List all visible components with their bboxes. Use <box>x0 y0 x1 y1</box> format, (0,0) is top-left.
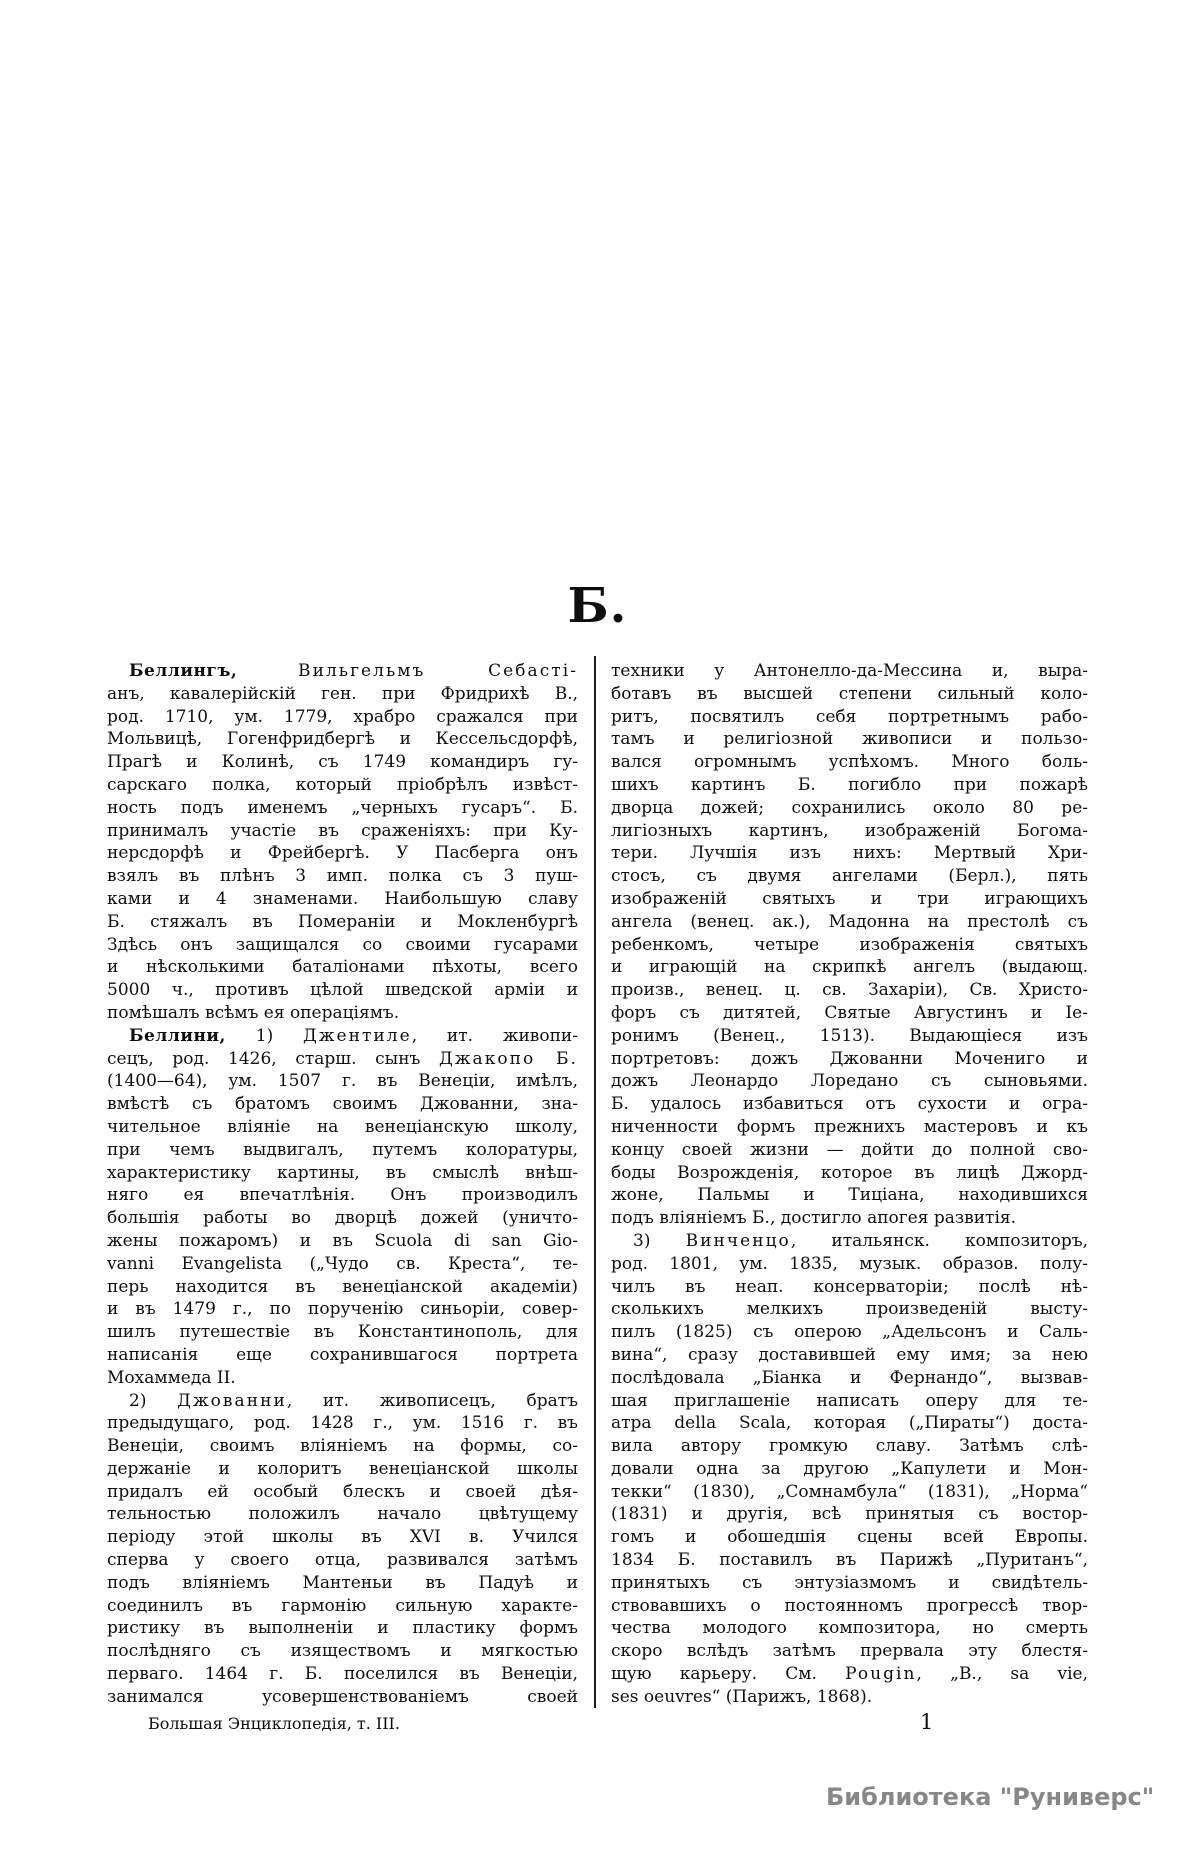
text-column-right <box>611 660 1088 1709</box>
library-watermark: Библиотека "Руниверс" <box>826 1783 1155 1811</box>
text-line: стосъ, съ двумя ангелами (Берл.), пять <box>611 866 1088 887</box>
text-line: періоду этой школы въ XVI в. Учился <box>107 1527 578 1548</box>
page-number: 1 <box>920 1710 934 1734</box>
text-line: 3) Винченцо, итальянск. композиторъ, <box>633 1230 1088 1251</box>
text-line: сколькихъ мелкихъ произведеній высту- <box>611 1299 1088 1320</box>
text-line: ниченности формъ прежнихъ мастеровъ и къ <box>611 1116 1088 1137</box>
text-line: перь находится въ венеціанской академіи) <box>107 1276 578 1297</box>
text-line: Мохаммеда II. <box>107 1367 236 1388</box>
text-line: атра della Scala, которая („Пираты“) доста- <box>611 1413 1088 1434</box>
text-line: ботавъ въ высшей степени сильный коло- <box>611 683 1088 704</box>
text-line: произв., венец. ц. св. Захаріи), Св. Христо- <box>611 980 1088 1001</box>
text-line: ses oeuvres“ (Парижъ, 1868). <box>611 1686 873 1707</box>
text-line: (1831) и другія, всѣ принятыя съ востор- <box>611 1504 1088 1525</box>
text-line: Беллингъ, Вильгельмъ Себасті- <box>129 661 578 681</box>
text-line: держаніе и колоритъ венеціанской школы <box>107 1458 578 1479</box>
text-line: помѣшалъ всѣмъ ея операціямъ. <box>107 1002 400 1023</box>
text-line: 1834 Б. поставилъ въ Парижѣ „Пуританъ“, <box>611 1550 1088 1571</box>
text-line: Венеціи, своимъ вліяніемъ на формы, со- <box>107 1436 578 1457</box>
text-line: ребенкомъ, четыре изображенія святыхъ <box>611 934 1088 955</box>
text-line: Здѣсь онъ защищался со своими гусарами <box>107 934 578 955</box>
text-line: придалъ ей особый блескъ и своей дѣя- <box>107 1481 578 1502</box>
footer-imprint: Большая Энциклопедія, т. III. <box>148 1714 400 1733</box>
text-line: боды Возрожденія, которое въ лицѣ Джорд- <box>611 1162 1088 1183</box>
text-line: анъ, кавалерійскій ген. при Фридрихѣ В., <box>107 683 578 704</box>
text-line: вила автору громкую славу. Затѣмъ слѣ- <box>611 1436 1088 1457</box>
text-line: текки“ (1830), „Сомнамбула“ (1831), „Норма“ <box>611 1481 1088 1502</box>
text-line: 5000 ч., противъ цѣлой шведской арміи и <box>107 980 578 1001</box>
text-line: вался огромнымъ успѣхомъ. Много боль- <box>611 752 1088 773</box>
text-line: форъ съ дитятей, Святые Августинъ и Іе- <box>611 1002 1088 1023</box>
text-line: Б. удалось избавиться отъ сухости и огра- <box>611 1094 1088 1115</box>
text-line: довали одна за другою „Капулети и Мон- <box>611 1458 1088 1479</box>
text-line: предыдущаго, род. 1428 г., ум. 1516 г. въ <box>107 1413 578 1434</box>
text-line: техники у Антонелло-да-Мессина и, выра- <box>611 661 1088 681</box>
text-line: род. 1710, ум. 1779, храбро сражался при <box>107 706 578 727</box>
text-line: большія работы во дворцѣ дожей (уничто- <box>107 1208 578 1229</box>
text-line: род. 1801, ум. 1835, музык. образов. полу- <box>611 1253 1088 1274</box>
text-line: ронимъ (Венец., 1513). Выдающіеся изъ <box>611 1025 1088 1046</box>
text-line: портретовъ: дожъ Джованни Мочениго и <box>611 1048 1088 1069</box>
text-line: Беллини, 1) Джентиле, ит. живопи- <box>129 1025 578 1046</box>
text-line: нерсдорфѣ и Фрейбергѣ. У Пасберга онъ <box>107 843 578 864</box>
text-line: характеристику картины, въ смыслѣ внѣш- <box>107 1162 578 1183</box>
text-line: написанія еще сохранившагося портрета <box>107 1344 578 1365</box>
text-line: чительное вліяніе на венеціанскую школу, <box>107 1116 578 1137</box>
text-line: подъ вліяніемъ Б., достигло апогея развитія. <box>611 1208 1017 1229</box>
text-line: при чемъ выдвигалъ, путемъ колоратуры, <box>107 1139 578 1160</box>
text-column-left <box>107 660 578 1709</box>
text-line: ристику въ выполненіи и пластику формъ <box>107 1618 578 1639</box>
text-line: шихъ картинъ Б. погибло при пожарѣ <box>611 774 1088 795</box>
text-line: послѣдняго съ изяществомъ и мягкостью <box>107 1641 578 1662</box>
text-line: вмѣстѣ съ братомъ своимъ Джованни, зна- <box>107 1094 578 1115</box>
text-line: чества молодого композитора, но смерть <box>611 1618 1088 1639</box>
text-line: ствовавшихъ о постоянномъ прогрессѣ твор- <box>611 1595 1088 1616</box>
text-line: тери. Лучшія изъ нихъ: Мертвый Хри- <box>611 843 1088 864</box>
text-line: ангела (венец. ак.), Мадонна на престолѣ съ <box>611 911 1088 932</box>
text-line: лигіозныхъ картинъ, изображеній Богома- <box>611 820 1088 841</box>
text-line: принятыхъ съ энтузіазмомъ и свидѣтель- <box>611 1572 1088 1593</box>
text-line: принималъ участіе въ сраженіяхъ: при Ку- <box>107 820 578 841</box>
text-line: шилъ путешествіе въ Константинополь, для <box>107 1322 578 1343</box>
text-line: изображеній святыхъ и три играющихъ <box>611 888 1088 909</box>
text-line: жоне, Пальмы и Тиціана, находившихся <box>611 1185 1088 1206</box>
text-line: взялъ въ плѣнъ 3 имп. полка съ 3 пуш- <box>107 866 578 887</box>
text-line: и играющій на скрипкѣ ангелъ (выдающ. <box>611 957 1088 978</box>
text-line: (1400—64), ум. 1507 г. въ Венеціи, имѣлъ, <box>107 1071 578 1092</box>
text-line: тельностью положилъ начало цвѣтущему <box>107 1504 578 1525</box>
text-line: гомъ и обошедшія сцены всей Европы. <box>611 1527 1088 1548</box>
text-line: дожъ Леонардо Лоредано съ сыновьями. <box>611 1071 1088 1092</box>
text-line: щую карьеру. См. Pougin, „B., sa vie, <box>611 1664 1088 1685</box>
text-line: Б. стяжалъ въ Помераніи и Мокленбургѣ <box>107 911 578 932</box>
text-line: пилъ (1825) съ оперою „Адельсонъ и Саль- <box>611 1322 1088 1343</box>
text-line: ритъ, посвятилъ себя портретнымъ рабо- <box>611 706 1088 727</box>
text-line: и нѣсколькими баталіонами пѣхоты, всего <box>107 957 578 978</box>
text-line: ность подъ именемъ „черныхъ гусаръ“. Б. <box>107 797 578 818</box>
text-line: и въ 1479 г., по порученію синьоріи, совер- <box>107 1299 578 1320</box>
text-line: чилъ въ неап. консерваторіи; послѣ нѣ- <box>611 1276 1088 1297</box>
text-line: ками и 4 знаменами. Наибольшую славу <box>107 888 578 909</box>
text-line: дворца дожей; сохранились около 80 ре- <box>611 797 1088 818</box>
text-line: сперва у своего отца, развивался затѣмъ <box>107 1550 578 1571</box>
text-line: подъ вліяніемъ Мантеньи въ Падуѣ и <box>107 1572 578 1593</box>
section-letter: Б. <box>567 578 628 634</box>
text-line: шая приглашеніе написать оперу для те- <box>611 1390 1088 1411</box>
text-line: Мольвицѣ, Гогенфридбергѣ и Кессельсдорфѣ, <box>107 729 578 750</box>
text-line: Прагѣ и Колинѣ, съ 1749 командиръ гу- <box>107 752 578 773</box>
text-line: послѣдовала „Біанка и Фернандо“, вызвав- <box>611 1367 1088 1388</box>
text-line: тамъ и религіозной живописи и пользо- <box>611 729 1088 750</box>
text-line: 2) Джованни, ит. живописецъ, братъ <box>129 1390 578 1411</box>
text-line: сецъ, род. 1426, старш. сынъ Джакопо Б. <box>107 1048 578 1069</box>
text-line: перваго. 1464 г. Б. поселился въ Венеціи, <box>107 1664 578 1685</box>
column-divider <box>594 656 596 1708</box>
text-line: занимался усовершенствованіемъ своей <box>107 1686 578 1707</box>
text-line: жены пожаромъ) и въ Scuola di san Gio- <box>107 1230 578 1251</box>
text-line: вина“, сразу доставившей ему имя; за нею <box>611 1344 1088 1365</box>
text-line: соединилъ въ гармонію сильную характе- <box>107 1595 578 1616</box>
text-line: концу своей жизни — дойти до полной сво- <box>611 1139 1088 1160</box>
text-line: vanni Evangelista („Чудо св. Креста“, те- <box>107 1253 578 1274</box>
text-line: скоро вслѣдъ затѣмъ прервала эту блестя- <box>611 1641 1088 1662</box>
text-line: сарскаго полка, который пріобрѣлъ извѣст- <box>107 774 578 795</box>
text-line: няго ея впечатлѣнія. Онъ производилъ <box>107 1185 578 1206</box>
